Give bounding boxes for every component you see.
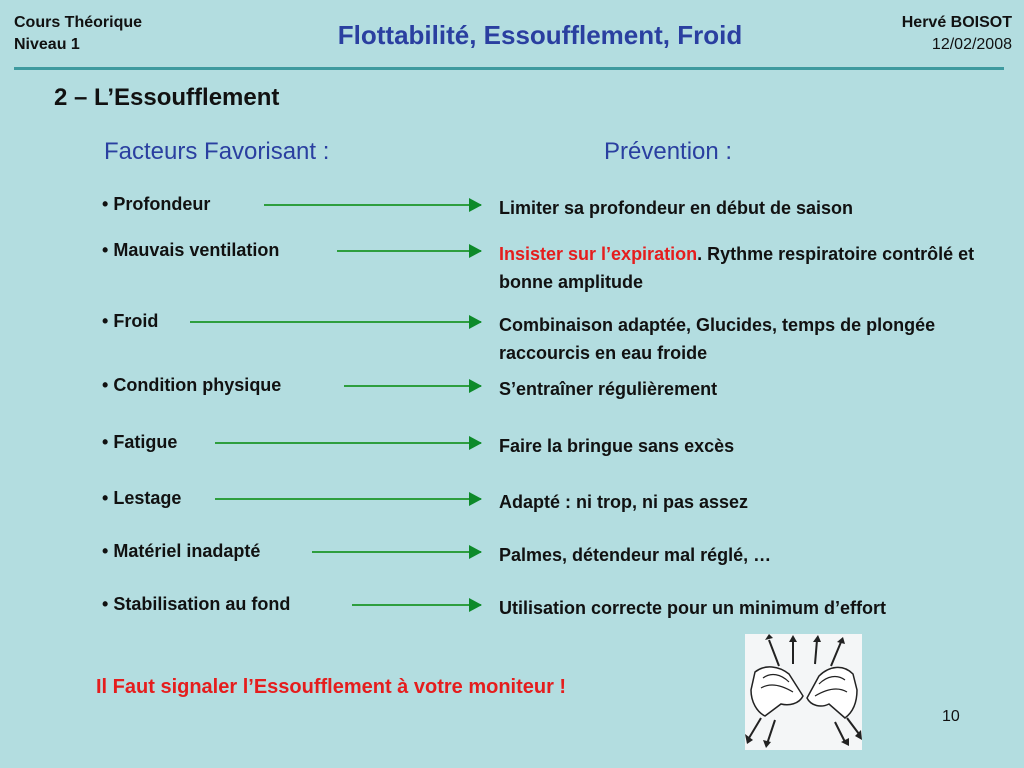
- course-name: Cours Théorique: [14, 14, 143, 31]
- factor-text: Stabilisation au fond: [113, 594, 291, 614]
- bullet: •: [102, 488, 109, 508]
- course-level: Niveau 1: [14, 36, 80, 53]
- factor-text: Mauvais ventilation: [113, 240, 280, 260]
- prevention-text: Combinaison adaptée, Glucides, temps de plongée raccourcis en eau froide: [499, 315, 936, 363]
- factor-label: [102, 311, 158, 332]
- section-title: 2 – L’Essoufflement: [54, 84, 280, 111]
- warning-message: Il Faut signaler l’Essoufflement à votre moniteur !: [96, 676, 567, 698]
- bullet: •: [102, 311, 109, 331]
- arrow-right-icon: [344, 385, 481, 387]
- author-info: [902, 12, 1012, 56]
- bullet: •: [102, 432, 109, 452]
- bullet: •: [102, 375, 109, 395]
- date: 12/02/2008: [931, 36, 1012, 53]
- prevention-text: Limiter sa profondeur en début de saison: [499, 198, 854, 218]
- prevention-heading: Prévention :: [604, 138, 733, 165]
- header-divider: [14, 67, 1004, 70]
- factor-label: [102, 541, 260, 562]
- factor-label: [102, 240, 279, 261]
- prevention-text: Adapté : ni trop, ni pas assez: [499, 492, 749, 512]
- arrow-right-icon: [215, 442, 481, 444]
- arrow-right-icon: [190, 321, 481, 323]
- arrow-right-icon: [264, 204, 481, 206]
- prevention-highlight: Insister sur l’expiration: [499, 244, 698, 264]
- prevention-text: [499, 240, 979, 296]
- factor-text: Lestage: [113, 488, 182, 508]
- factor-label: [102, 488, 181, 509]
- arrow-right-icon: [312, 551, 481, 553]
- prevention-rest: . Rythme respiratoire contrôlé et bonne amplitude: [499, 244, 975, 292]
- arrow-right-icon: [352, 604, 481, 606]
- factor-label: [102, 194, 210, 215]
- prevention-text: Utilisation correcte pour un minimum d’effort: [499, 598, 887, 618]
- prevention-text: Palmes, détendeur mal réglé, …: [499, 545, 772, 565]
- factor-label: [102, 594, 290, 615]
- page-title: Flottabilité, Essoufflement, Froid: [337, 20, 743, 50]
- page-number: 10: [942, 708, 960, 725]
- bullet: •: [102, 194, 109, 214]
- factor-text: Froid: [113, 311, 159, 331]
- author-name: Hervé BOISOT: [901, 14, 1012, 31]
- factor-text: Fatigue: [113, 432, 178, 452]
- bullet: •: [102, 541, 109, 561]
- arrow-right-icon: [215, 498, 481, 500]
- factor-text: Profondeur: [113, 194, 211, 214]
- factor-label: [102, 375, 281, 396]
- bullet: •: [102, 240, 109, 260]
- factor-text: Condition physique: [113, 375, 282, 395]
- factors-heading: Facteurs Favorisant :: [104, 138, 330, 165]
- factor-label: [102, 432, 177, 453]
- bullet: •: [102, 594, 109, 614]
- prevention-text: S’entraîner régulièrement: [499, 379, 718, 399]
- arrow-right-icon: [337, 250, 481, 252]
- factor-text: Matériel inadapté: [113, 541, 261, 561]
- hands-on-chest-breathlessness-icon: [745, 634, 862, 750]
- prevention-text: Faire la bringue sans excès: [499, 436, 735, 456]
